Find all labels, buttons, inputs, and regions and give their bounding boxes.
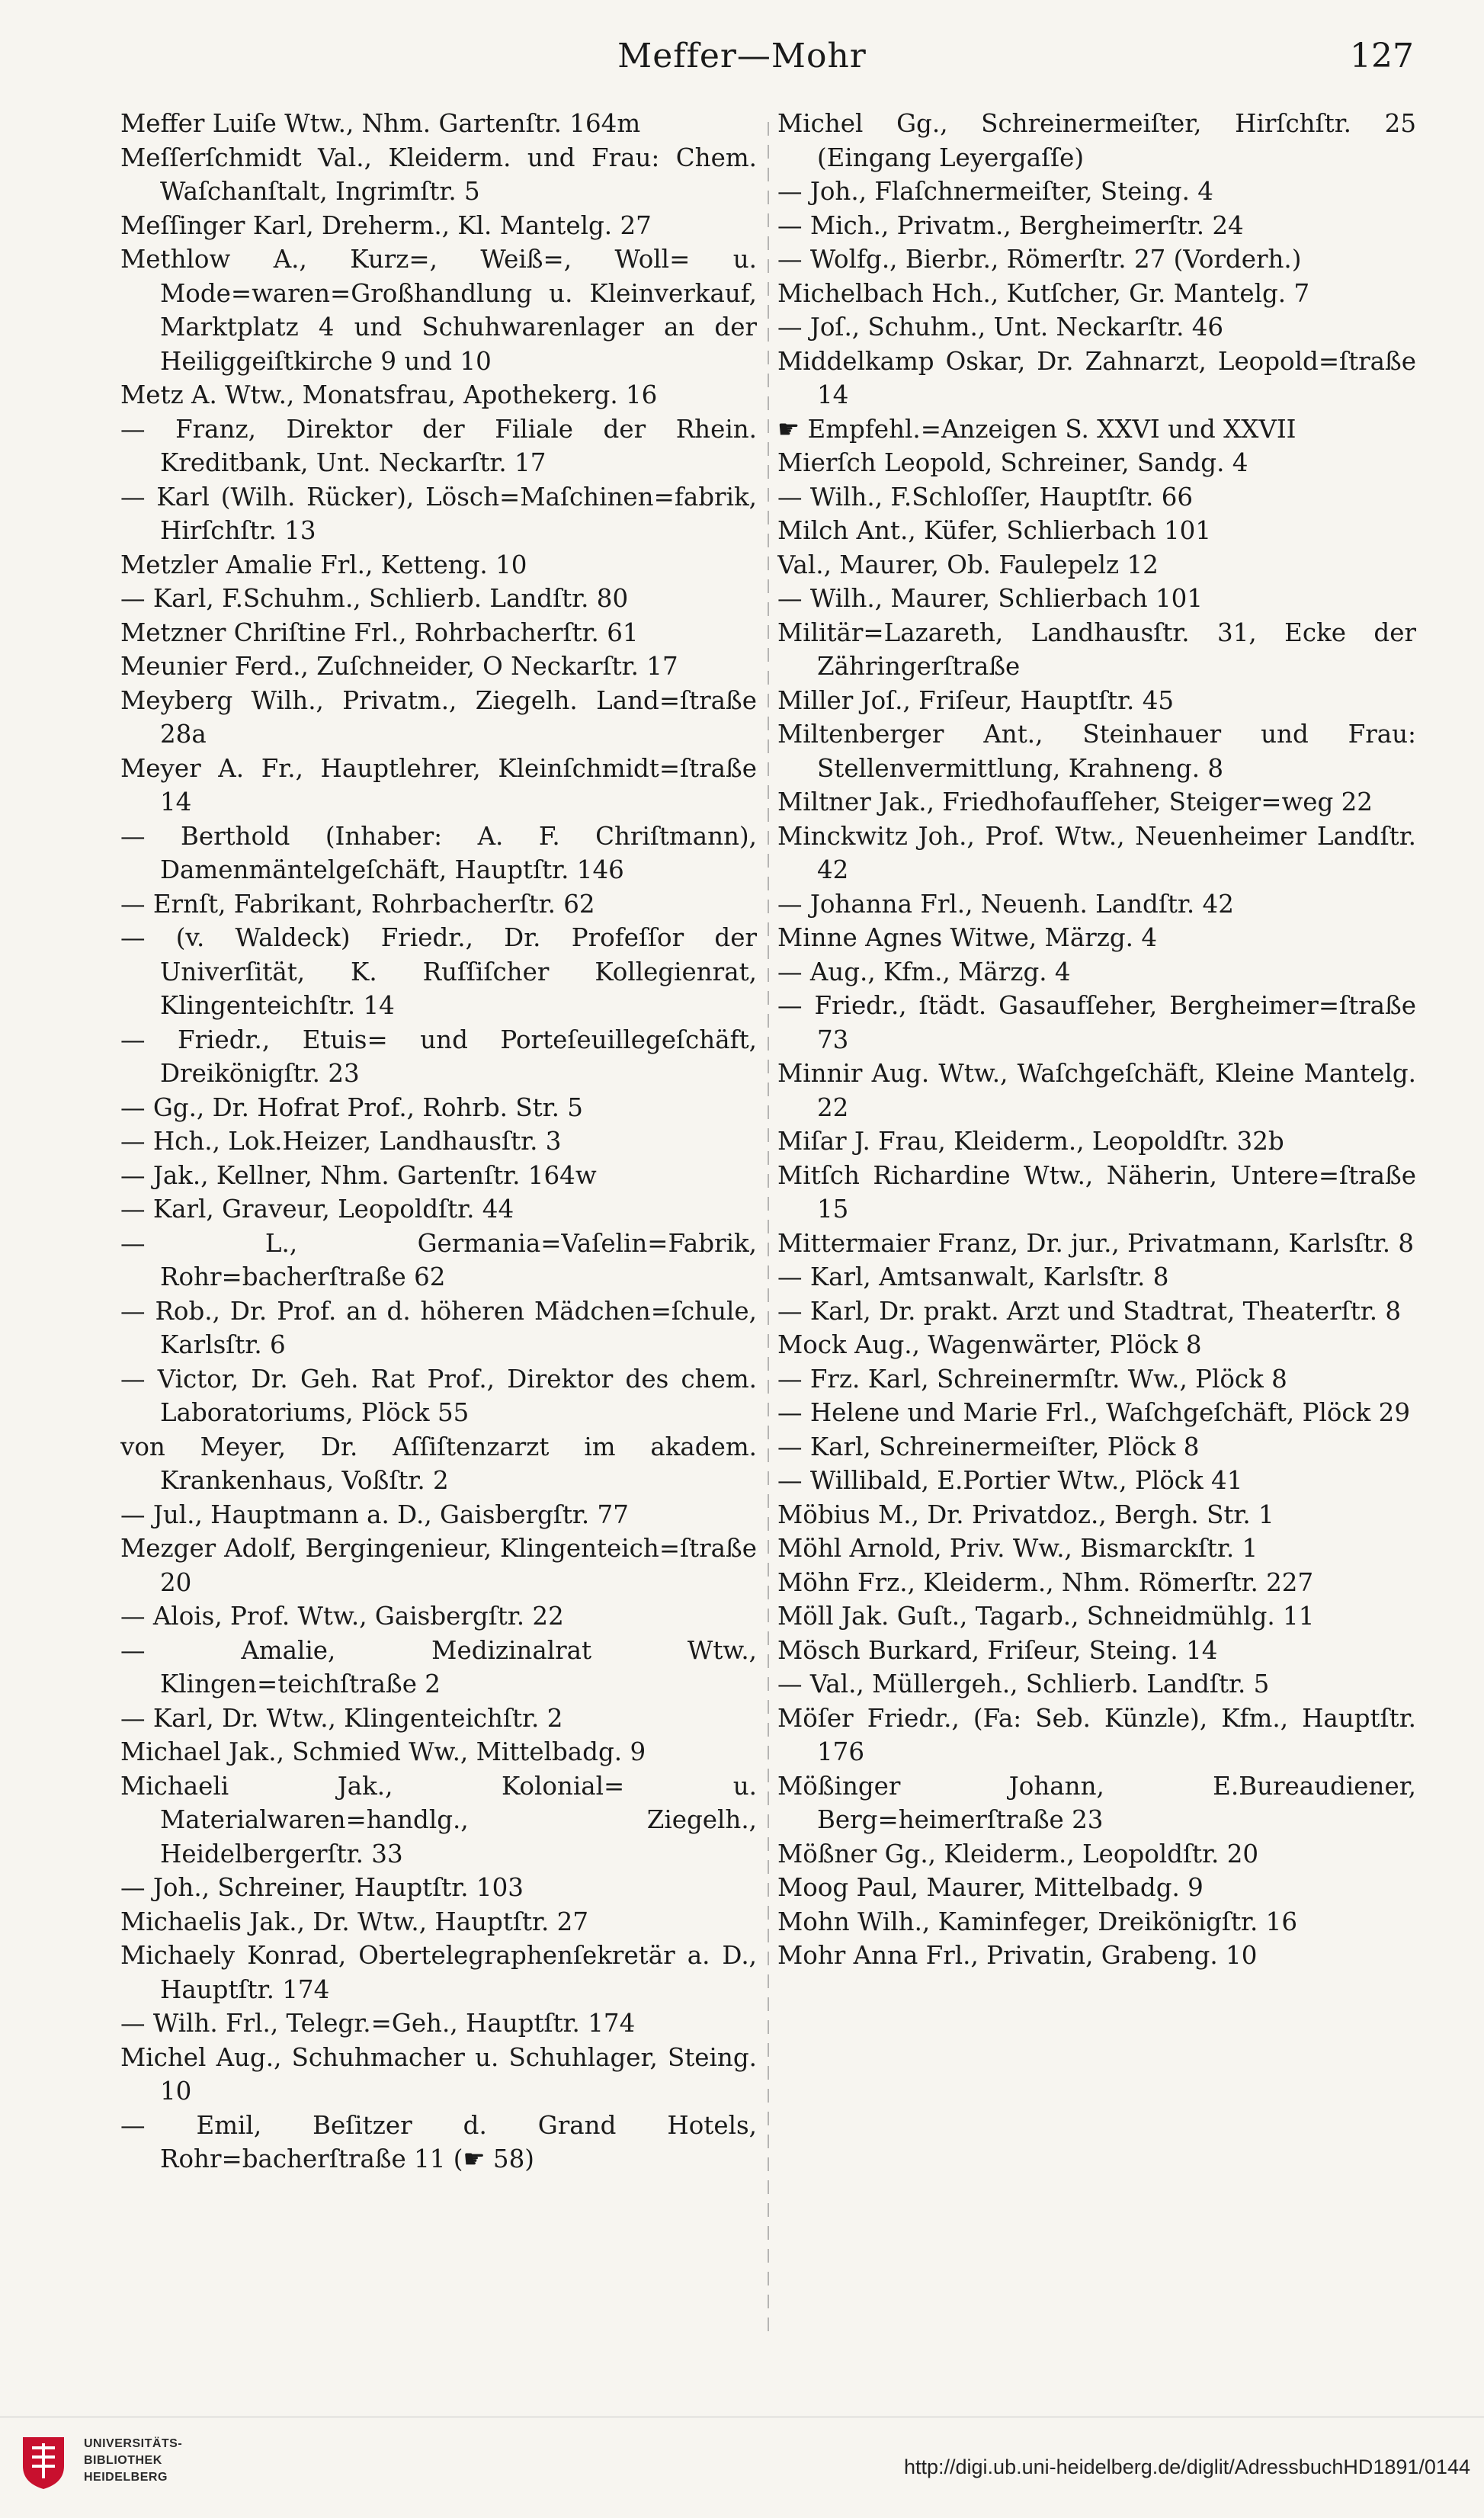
source-url-link[interactable]: http://digi.ub.uni-heidelberg.de/diglit/AdressbuchHD1891/0144 — [903, 2455, 1470, 2478]
directory-columns — [120, 107, 1416, 2356]
directory-entry: Mierſch Leopold, Schreiner, Sandg. 4 — [777, 448, 1248, 477]
directory-entry: Val., Maurer, Ob. Faulepelz 12 — [777, 550, 1159, 579]
directory-entry: — Amalie, Medizinalrat Wtw., Klingen=teichſtraße 2 — [120, 1635, 757, 1698]
directory-entry: Meyer A. Fr., Hauptlehrer, Kleinſchmidt=ſtraße 14 — [120, 753, 757, 816]
directory-entry: Mößner Gg., Kleiderm., Leopoldſtr. 20 — [777, 1839, 1259, 1868]
directory-entry: — Johanna Frl., Neuenh. Landſtr. 42 — [777, 889, 1234, 919]
directory-entry: — Joh., Schreiner, Hauptſtr. 103 — [120, 1873, 524, 1902]
directory-entry: — Wilh., Maurer, Schlierbach 101 — [777, 584, 1203, 613]
directory-entry: — Victor, Dr. Geh. Rat Prof., Direktor des chem. Laboratoriums, Plöck 55 — [120, 1364, 757, 1427]
directory-entry: — Rob., Dr. Prof. an d. höheren Mädchen=ſchule, Karlsſtr. 6 — [120, 1296, 757, 1359]
directory-entry: — Friedr., Etuis= und Porteſeuillegeſchäft, Dreikönigſtr. 23 — [120, 1025, 757, 1088]
directory-entry: — Alois, Prof. Wtw., Gaisbergſtr. 22 — [120, 1602, 564, 1631]
directory-entry: — Joſ., Schuhm., Unt. Neckarſtr. 46 — [777, 313, 1224, 342]
directory-entry: — Mich., Privatm., Bergheimerſtr. 24 — [777, 210, 1244, 240]
directory-entry: Middelkamp Oskar, Dr. Zahnarzt, Leopold=ſtraße 14 — [777, 346, 1416, 409]
directory-entry: von Meyer, Dr. Aſſiſtenzarzt im akadem. Krankenhaus, Voßſtr. 2 — [120, 1432, 757, 1495]
left-column — [120, 107, 757, 2356]
directory-entry: — Val., Müllergeh., Schlierb. Landſtr. 5 — [777, 1670, 1270, 1698]
library-name-line: HEIDELBERG — [84, 2471, 168, 2484]
directory-entry: Meyberg Wilh., Privatm., Ziegelh. Land=ſtraße 28a — [120, 685, 757, 749]
directory-entry: Möhn Frz., Kleiderm., Nhm. Römerſtr. 227 — [777, 1567, 1314, 1597]
directory-entry: — Karl, F.Schuhm., Schlierb. Landſtr. 80 — [120, 584, 629, 613]
column-divider — [768, 122, 769, 2333]
directory-entry: Michaeli Jak., Kolonial= u. Materialwaren=handlg., Ziegelh., Heidelbergerſtr. 33 — [120, 1771, 757, 1868]
page-footer — [0, 2417, 1484, 2518]
directory-entry: Mittermaier Franz, Dr. jur., Privatmann, Karlsſtr. 8 — [777, 1228, 1415, 1258]
directory-entry: — Jul., Hauptmann a. D., Gaisbergſtr. 77 — [120, 1500, 629, 1529]
directory-entry: Michaely Konrad, Obertelegraphenſekretär a. D., Hauptſtr. 174 — [120, 1941, 757, 2004]
directory-entry: Meffer Luiſe Wtw., Nhm. Gartenſtr. 164m — [120, 109, 641, 138]
directory-entry: Möhl Arnold, Priv. Ww., Bismarckſtr. 1 — [777, 1534, 1258, 1563]
directory-entry: Mößinger Johann, E.Bureaudiener, Berg=heimerſtraße 23 — [777, 1771, 1416, 1834]
directory-entry: — Emil, Beſitzer d. Grand Hotels, Rohr=bacherſtraße 11 (☛ 58) — [120, 2110, 757, 2173]
directory-entry: Minckwitz Joh., Prof. Wtw., Neuenheimer Landſtr. 42 — [777, 821, 1416, 884]
directory-entry: — Wilh. Frl., Telegr.=Geh., Hauptſtr. 174 — [120, 2009, 636, 2038]
library-name-line: BIBLIOTHEK — [84, 2454, 162, 2467]
directory-entry: Michel Gg., Schreinermeiſter, Hirſchſtr. 25 (Eingang Leyergaſſe) — [777, 109, 1416, 172]
directory-entry: Meſſinger Karl, Dreherm., Kl. Mantelg. 27 — [120, 210, 652, 240]
directory-entry: — Karl, Dr. Wtw., Klingenteichſtr. 2 — [120, 1703, 563, 1733]
directory-entry: Metz A. Wtw., Monatsfrau, Apothekerg. 16 — [120, 380, 658, 409]
directory-entry: Mohn Wilh., Kaminfeger, Dreikönigſtr. 16 — [777, 1907, 1297, 1936]
directory-entry: Metzler Amalie Frl., Ketteng. 10 — [120, 550, 527, 579]
directory-entry: — Frz. Karl, Schreinermſtr. Ww., Plöck 8 — [777, 1364, 1287, 1394]
directory-entry: — Karl, Schreinermeiſter, Plöck 8 — [777, 1432, 1200, 1461]
directory-entry: Meunier Ferd., Zuſchneider, O Neckarſtr. 17 — [120, 652, 678, 681]
directory-entry: Meſſerſchmidt Val., Kleiderm. und Frau: Chem. Waſchanſtalt, Ingrimſtr. 5 — [120, 143, 757, 206]
right-column — [777, 107, 1416, 2356]
directory-entry: Mitſch Richardine Wtw., Näherin, Untere=ſtraße 15 — [777, 1160, 1416, 1224]
directory-entry: Moog Paul, Maurer, Mittelbadg. 9 — [777, 1873, 1204, 1902]
directory-entry: — Willibald, E.Portier Wtw., Plöck 41 — [777, 1466, 1243, 1495]
directory-entry: Minne Agnes Witwe, Märzg. 4 — [777, 923, 1158, 952]
directory-entry: Michaelis Jak., Dr. Wtw., Hauptſtr. 27 — [120, 1907, 588, 1936]
running-head: Meffer—Mohr — [617, 37, 867, 75]
page-number: 127 — [1350, 37, 1414, 75]
page-header — [0, 37, 1484, 82]
directory-entry: — (v. Waldeck) Friedr., Dr. Profeſſor der Univerſität, K. Ruſſiſcher Kollegienrat, Klingenteichſtr. 14 — [120, 923, 757, 1020]
directory-entry: Miſar J. Frau, Kleiderm., Leopoldſtr. 32b — [777, 1127, 1284, 1156]
directory-entry: Michael Jak., Schmied Ww., Mittelbadg. 9 — [120, 1737, 646, 1766]
directory-entry: Mock Aug., Wagenwärter, Plöck 8 — [777, 1330, 1202, 1359]
directory-entry: — Aug., Kfm., Märzg. 4 — [777, 957, 1071, 986]
directory-entry: — Friedr., ſtädt. Gasaufſeher, Bergheimer=ſtraße 73 — [777, 991, 1416, 1054]
directory-entry: Michel Aug., Schuhmacher u. Schuhlager, Steing. 10 — [120, 2042, 757, 2106]
directory-entry: — Berthold (Inhaber: A. F. Chriſtmann), Damenmäntelgeſchäft, Hauptſtr. 146 — [120, 821, 757, 884]
library-name-line: UNIVERSITÄTS- — [84, 2437, 183, 2450]
directory-entry: — Karl (Wilh. Rücker), Lösch=Maſchinen=fabrik, Hirſchſtr. 13 — [120, 482, 757, 545]
directory-entry: Möbius M., Dr. Privatdoz., Bergh. Str. 1 — [777, 1500, 1274, 1529]
directory-entry: Mohr Anna Frl., Privatin, Grabeng. 10 — [777, 1941, 1258, 1970]
directory-entry: — Karl, Dr. prakt. Arzt und Stadtrat, Theaterſtr. 8 — [777, 1296, 1402, 1326]
directory-entry: — Wilh., F.Schloſſer, Hauptſtr. 66 — [777, 482, 1194, 512]
directory-entry: — Gg., Dr. Hofrat Prof., Rohrb. Str. 5 — [120, 1092, 583, 1122]
directory-entry: Miltenberger Ant., Steinhauer und Frau: Stellenvermittlung, Krahneng. 8 — [777, 720, 1416, 783]
directory-entry: Minnir Aug. Wtw., Waſchgeſchäft, Kleine Mantelg. 22 — [777, 1059, 1416, 1122]
directory-entry: — Ernſt, Fabrikant, Rohrbacherſtr. 62 — [120, 889, 595, 919]
directory-entry: — Hch., Lok.Heizer, Landhausſtr. 3 — [120, 1127, 562, 1156]
directory-entry: Miltner Jak., Friedhofaufſeher, Steiger=weg 22 — [777, 787, 1373, 816]
directory-entry: Metzner Chriſtine Frl., Rohrbacherſtr. 61 — [120, 617, 639, 647]
directory-entry: — Wolfg., Bierbr., Römerſtr. 27 (Vorderh.) — [777, 245, 1302, 274]
directory-entry: Möll Jak. Guſt., Tagarb., Schneidmühlg. 11 — [777, 1602, 1315, 1631]
library-name — [84, 2436, 182, 2486]
directory-entry: ☛ Empfehl.=Anzeigen S. XXVI und XXVII — [777, 414, 1296, 444]
directory-entry: Methlow A., Kurz=, Weiß=, Woll= u. Mode=waren=Großhandlung u. Kleinverkauf, Marktplatz 4 und Schuhwarenlager an der Heiliggeiſtkirche 9 und 10 — [120, 245, 757, 376]
directory-entry: Mösch Burkard, Friſeur, Steing. 14 — [777, 1635, 1218, 1665]
directory-entry: Möſer Friedr., (Fa: Seb. Künzle), Kfm., Hauptſtr. 176 — [777, 1703, 1416, 1766]
directory-entry: Milch Ant., Küfer, Schlierbach 101 — [777, 516, 1212, 545]
library-seal-icon — [17, 2433, 70, 2492]
directory-entry: — Karl, Amtsanwalt, Karlsſtr. 8 — [777, 1262, 1169, 1291]
directory-entry: — Franz, Direktor der Filiale der Rhein. Kreditbank, Unt. Neckarſtr. 17 — [120, 414, 757, 477]
directory-entry: — Joh., Flaſchnermeiſter, Steing. 4 — [777, 177, 1213, 206]
directory-entry: Militär=Lazareth, Landhausſtr. 31, Ecke der Zähringerſtraße — [777, 617, 1416, 681]
directory-entry: Miller Joſ., Friſeur, Hauptſtr. 45 — [777, 685, 1175, 715]
directory-entry: — Karl, Graveur, Leopoldſtr. 44 — [120, 1195, 514, 1224]
directory-entry: Mezger Adolf, Bergingenieur, Klingenteich=ſtraße 20 — [120, 1534, 757, 1597]
directory-entry: — Jak., Kellner, Nhm. Gartenſtr. 164w — [120, 1160, 597, 1190]
directory-entry: — Helene und Marie Frl., Waſchgeſchäft, Plöck 29 — [777, 1398, 1411, 1427]
directory-entry: Michelbach Hch., Kutſcher, Gr. Mantelg. 7 — [777, 278, 1310, 308]
directory-entry: — L., Germania=Vaſelin=Fabrik, Rohr=bacherſtraße 62 — [120, 1228, 757, 1291]
